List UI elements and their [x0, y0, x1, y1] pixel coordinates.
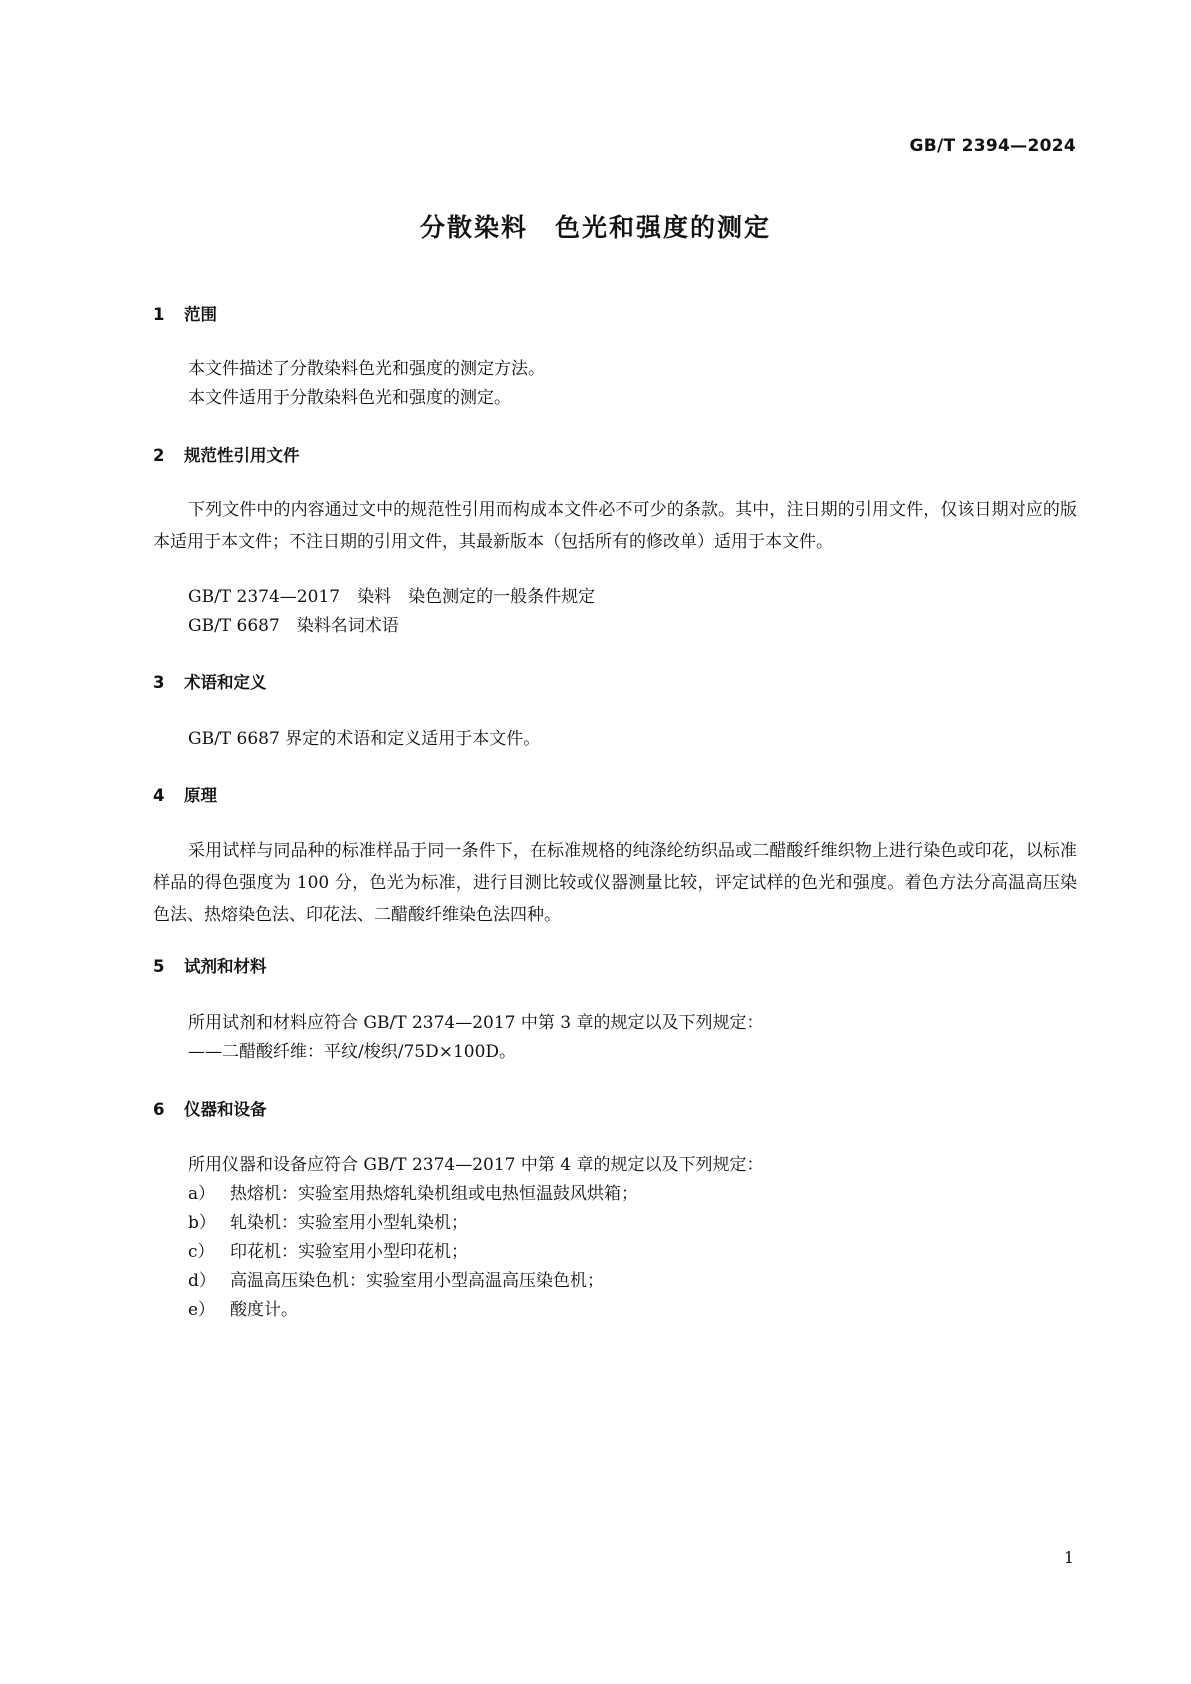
document-title: 分散染料 色光和强度的测定	[419, 213, 771, 242]
list-item	[188, 1211, 468, 1235]
section-2-paragraph: 下列文件中的内容通过文中的规范性引用而构成本文件必不可少的条款。其中，注日期的引用文件，仅该日期对应的版本适用于本文件；不注日期的引用文件，其最新版本（包括所有的修改单）适用于本文件。	[153, 500, 1077, 552]
list-item	[188, 1182, 638, 1206]
list-item-label: b）	[188, 1213, 216, 1233]
page-number: 1	[1063, 1548, 1074, 1567]
section-title: 规范性引用文件	[184, 446, 300, 465]
section-title: 试剂和材料	[184, 957, 267, 976]
section-number: 2	[153, 446, 165, 465]
list-item-text: 印花机：实验室用小型印花机；	[230, 1242, 468, 1262]
list-item	[188, 1298, 298, 1322]
section-title: 原理	[184, 786, 217, 805]
section-3-line-1: GB/T 6687 界定的术语和定义适用于本文件。	[188, 729, 541, 749]
list-item-label: c）	[188, 1242, 215, 1262]
section-4-paragraph: 采用试样与同品种的标准样品于同一条件下，在标准规格的纯涤纶纺织品或二醋酸纤维织物上进行染色或印花，以标准样品的得色强度为 100 分，色光为标准，进行目测比较或仪器测量比较，评定试样的色光和强度。着色方法分高温高压染色法、热熔染色法、印花法、二醋酸纤维染色法四种。	[153, 841, 1077, 925]
reference-item: GB/T 2374—2017 染料 染色测定的一般条件规定	[188, 587, 596, 607]
section-number: 5	[153, 957, 165, 976]
section-5-line-2: ——二醋酸纤维：平纹/梭织/75D×100D。	[188, 1042, 517, 1062]
section-6-heading	[153, 1096, 267, 1120]
list-item-text: 轧染机：实验室用小型轧染机；	[230, 1213, 468, 1233]
section-5-heading	[153, 953, 267, 977]
standard-code: GB/T 2394—2024	[909, 136, 1076, 156]
section-number: 3	[153, 673, 165, 692]
reference-item: GB/T 6687 染料名词术语	[188, 616, 399, 636]
section-1-line-1: 本文件描述了分散染料色光和强度的测定方法。	[188, 359, 545, 379]
list-item-label: a）	[188, 1184, 216, 1204]
section-4-heading	[153, 782, 217, 806]
list-item-text: 酸度计。	[230, 1300, 298, 1320]
section-title: 范围	[184, 305, 217, 324]
section-2-heading	[153, 442, 300, 466]
list-item-label: e）	[188, 1300, 216, 1320]
list-item	[188, 1269, 604, 1293]
section-title: 术语和定义	[184, 673, 267, 692]
list-item-text: 热熔机：实验室用热熔轧染机组或电热恒温鼓风烘箱；	[230, 1184, 638, 1204]
section-5-line-1: 所用试剂和材料应符合 GB/T 2374—2017 中第 3 章的规定以及下列规定：	[188, 1013, 764, 1033]
list-item	[188, 1240, 468, 1264]
section-number: 1	[153, 305, 165, 324]
section-1-heading	[153, 301, 217, 325]
list-item-label: d）	[188, 1271, 216, 1291]
section-1-line-2: 本文件适用于分散染料色光和强度的测定。	[188, 388, 511, 408]
section-title: 仪器和设备	[184, 1100, 267, 1119]
section-number: 6	[153, 1100, 165, 1119]
list-item-text: 高温高压染色机：实验室用小型高温高压染色机；	[230, 1271, 604, 1291]
section-6-line-1: 所用仪器和设备应符合 GB/T 2374—2017 中第 4 章的规定以及下列规定：	[188, 1155, 764, 1175]
section-3-heading	[153, 669, 267, 693]
section-number: 4	[153, 786, 165, 805]
